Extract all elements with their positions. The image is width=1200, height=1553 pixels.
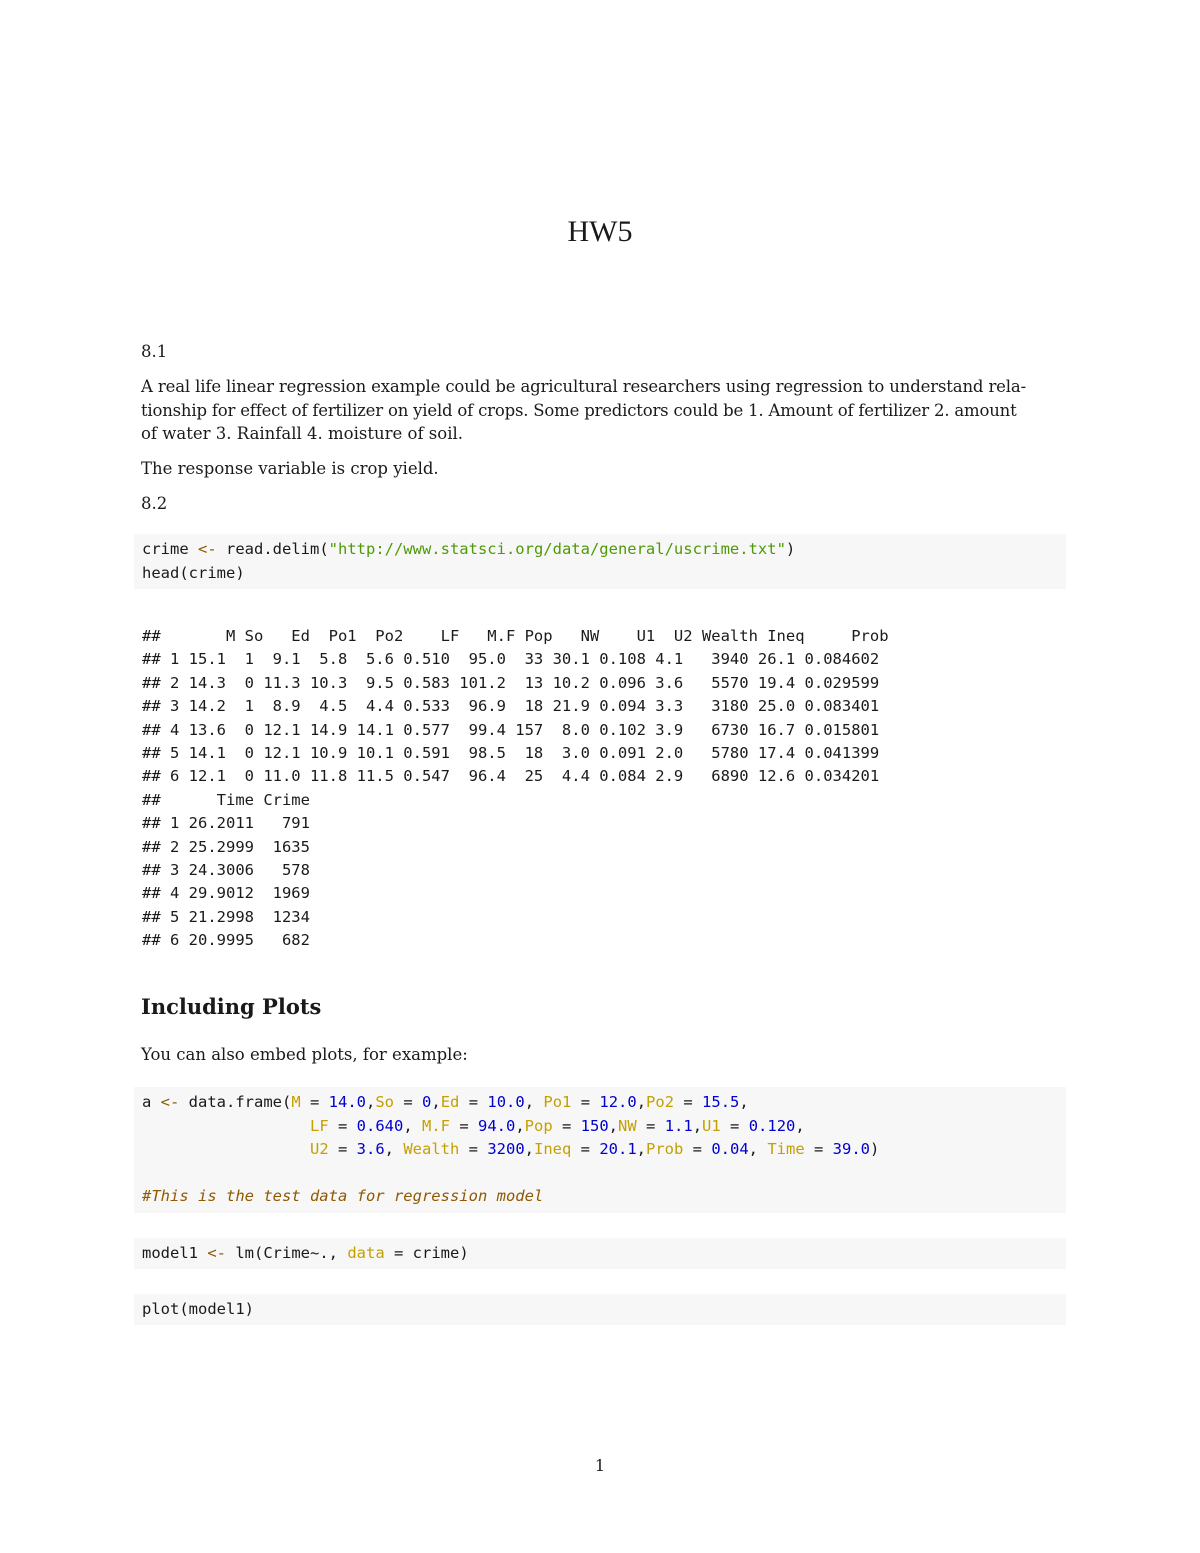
output-header: ## M So Ed Po1 Po2 LF M.F Pop NW U1 U2 Wealth Ineq Prob [142,627,889,645]
arg-name: Prob [646,1140,684,1158]
code-token: , [795,1116,805,1135]
arg-name: U2 [309,1140,329,1158]
code-block-plot [134,1294,1066,1325]
arg-name: Ineq [534,1140,572,1158]
code-token: , [515,1116,525,1135]
arg-name: So [375,1093,395,1111]
code-token: = [328,1116,357,1135]
arg-name: Pop [524,1116,553,1135]
output-row: ## 6 20.9995 682 [142,931,310,950]
code-token: , [748,1140,768,1158]
code-token: = [450,1116,478,1135]
number-literal: 10.0 [487,1093,525,1111]
assign-operator: <- [207,1244,226,1262]
code-token: = [384,1244,413,1262]
paragraph-line: of water 3. Rainfall 4. moisture of soil. [141,424,463,443]
paragraph-line: A real life linear regression example could be agricultural researchers using regression to understand rela- [141,377,1027,396]
assign-operator: <- [160,1093,180,1111]
code-token: = [636,1116,665,1135]
plots-intro-text: You can also embed plots, for example: [141,1045,468,1064]
number-literal: 0.120 [748,1116,796,1135]
code-token: = [674,1093,703,1111]
output-row: ## 2 14.3 0 11.3 10.3 9.5 0.583 101.2 13 10.2 0.096 3.6 5570 19.4 0.029599 [142,673,880,692]
code-token: = [300,1093,329,1111]
output-row: ## 1 26.2011 791 [142,814,310,833]
output-row: ## 1 15.1 1 9.1 5.8 5.6 0.510 95.0 33 30.1 0.108 4.1 3940 26.1 0.084602 [142,650,880,669]
arg-name: NW [618,1116,637,1135]
number-literal: 3.6 [356,1140,385,1158]
arg-name: LF [309,1116,329,1135]
code-token: ) [785,540,796,558]
code-block-model [134,1238,1066,1269]
code-token: = [571,1093,600,1111]
section-8-2-label: 8.2 [141,494,168,513]
output-row: ## 3 14.2 1 8.9 4.5 4.4 0.533 96.9 18 21.9 0.094 3.3 3180 25.0 0.083401 [142,697,880,716]
code-token: , [384,1140,404,1158]
arg-name: Po1 [543,1093,572,1111]
code-token: = [683,1140,712,1158]
code-token: a [142,1093,161,1111]
code-token: , [692,1116,703,1135]
code-lines [134,1087,1066,1213]
code-token: = [571,1140,600,1158]
number-literal: 14.0 [328,1093,366,1111]
code-token: , [403,1116,422,1135]
code-token: = [459,1140,488,1158]
output-row: ## 6 12.1 0 11.0 11.8 11.5 0.547 96.4 25 4.4 0.084 2.9 6890 12.6 0.034201 [142,767,880,786]
arg-name: Ed [440,1093,460,1111]
arg-name: Po2 [646,1093,675,1111]
code-token: = [804,1140,833,1158]
number-literal: 12.0 [599,1093,637,1111]
code-token: = [459,1093,488,1111]
code-token: model1 [142,1244,208,1262]
code-token: = [552,1116,581,1135]
code-token: lm(Crime~., [226,1244,348,1262]
code-token: ) [869,1140,880,1158]
paragraph-line: tionship for effect of fertilizer on yield of crops. Some predictors could be 1. Amount of fertilizer 2. amount [141,400,1017,420]
output-row: ## 5 14.1 0 12.1 10.9 10.1 0.591 98.5 18 3.0 0.091 2.0 5780 17.4 0.041399 [142,744,880,763]
section-8-1-label: 8.1 [141,342,168,361]
code-token: crime) [412,1244,469,1262]
code-token [142,1117,310,1135]
response-variable-text: The response variable is crop yield. [141,459,439,478]
code-token: data.frame( [179,1093,292,1111]
code-token: , [608,1116,619,1135]
number-literal: 94.0 [478,1116,516,1135]
code-token: , [524,1140,534,1158]
number-literal: 0.04 [711,1140,749,1158]
code-token: plot(model1) [142,1300,254,1318]
code-token: , [524,1093,544,1111]
url-string: "http://www.statsci.org/data/general/uscrime.txt" [328,540,786,558]
arg-name: data [347,1244,385,1262]
section-heading-including-plots: Including Plots [141,994,322,1019]
code-token: = [720,1116,749,1135]
output-row: ## 3 24.3006 578 [142,861,310,880]
code-token: = [328,1140,357,1158]
section-8-1-paragraph [141,375,1061,446]
code-comment: #This is the test data for regression model [142,1187,544,1205]
code-token: , [739,1093,749,1111]
output-row: ## 2 25.2999 1635 [142,837,310,856]
number-literal: 1.1 [664,1116,693,1135]
data-output [142,625,889,953]
output-row: ## 4 29.9012 1969 [142,884,310,903]
document-title: HW5 [567,215,633,248]
arg-name: Time [767,1140,805,1158]
code-block-read-data [134,534,1066,589]
arg-name: U1 [702,1116,721,1135]
code-token: , [636,1140,646,1158]
code-token [142,1140,310,1158]
code-lines [134,1294,1066,1326]
page-number: 1 [594,1456,606,1475]
code-token: crime [142,540,198,558]
arg-name: M [291,1093,301,1111]
number-literal: 0.640 [356,1116,404,1135]
code-token: , [431,1093,441,1111]
code-block-test-data [134,1087,1066,1213]
code-token: = [394,1093,423,1111]
number-literal: 0 [422,1093,432,1111]
number-literal: 3200 [487,1140,525,1158]
code-token: , [366,1093,376,1111]
code-token: read.delim( [216,540,329,558]
output-row: ## 4 13.6 0 12.1 14.9 14.1 0.577 99.4 157 8.0 0.102 3.9 6730 16.7 0.015801 [142,720,880,739]
number-literal: 20.1 [599,1140,637,1158]
output-row: ## 5 21.2998 1234 [142,907,310,926]
number-literal: 39.0 [832,1140,870,1158]
code-token: head(crime) [142,563,245,582]
arg-name: Wealth [403,1140,460,1158]
code-lines [134,1238,1066,1270]
code-token: , [636,1093,647,1111]
assign-operator: <- [198,540,217,558]
output-header: ## Time Crime [142,790,310,809]
arg-name: M.F [422,1116,450,1135]
number-literal: 15.5 [702,1093,740,1111]
code-lines [134,534,1066,589]
number-literal: 150 [580,1116,609,1135]
